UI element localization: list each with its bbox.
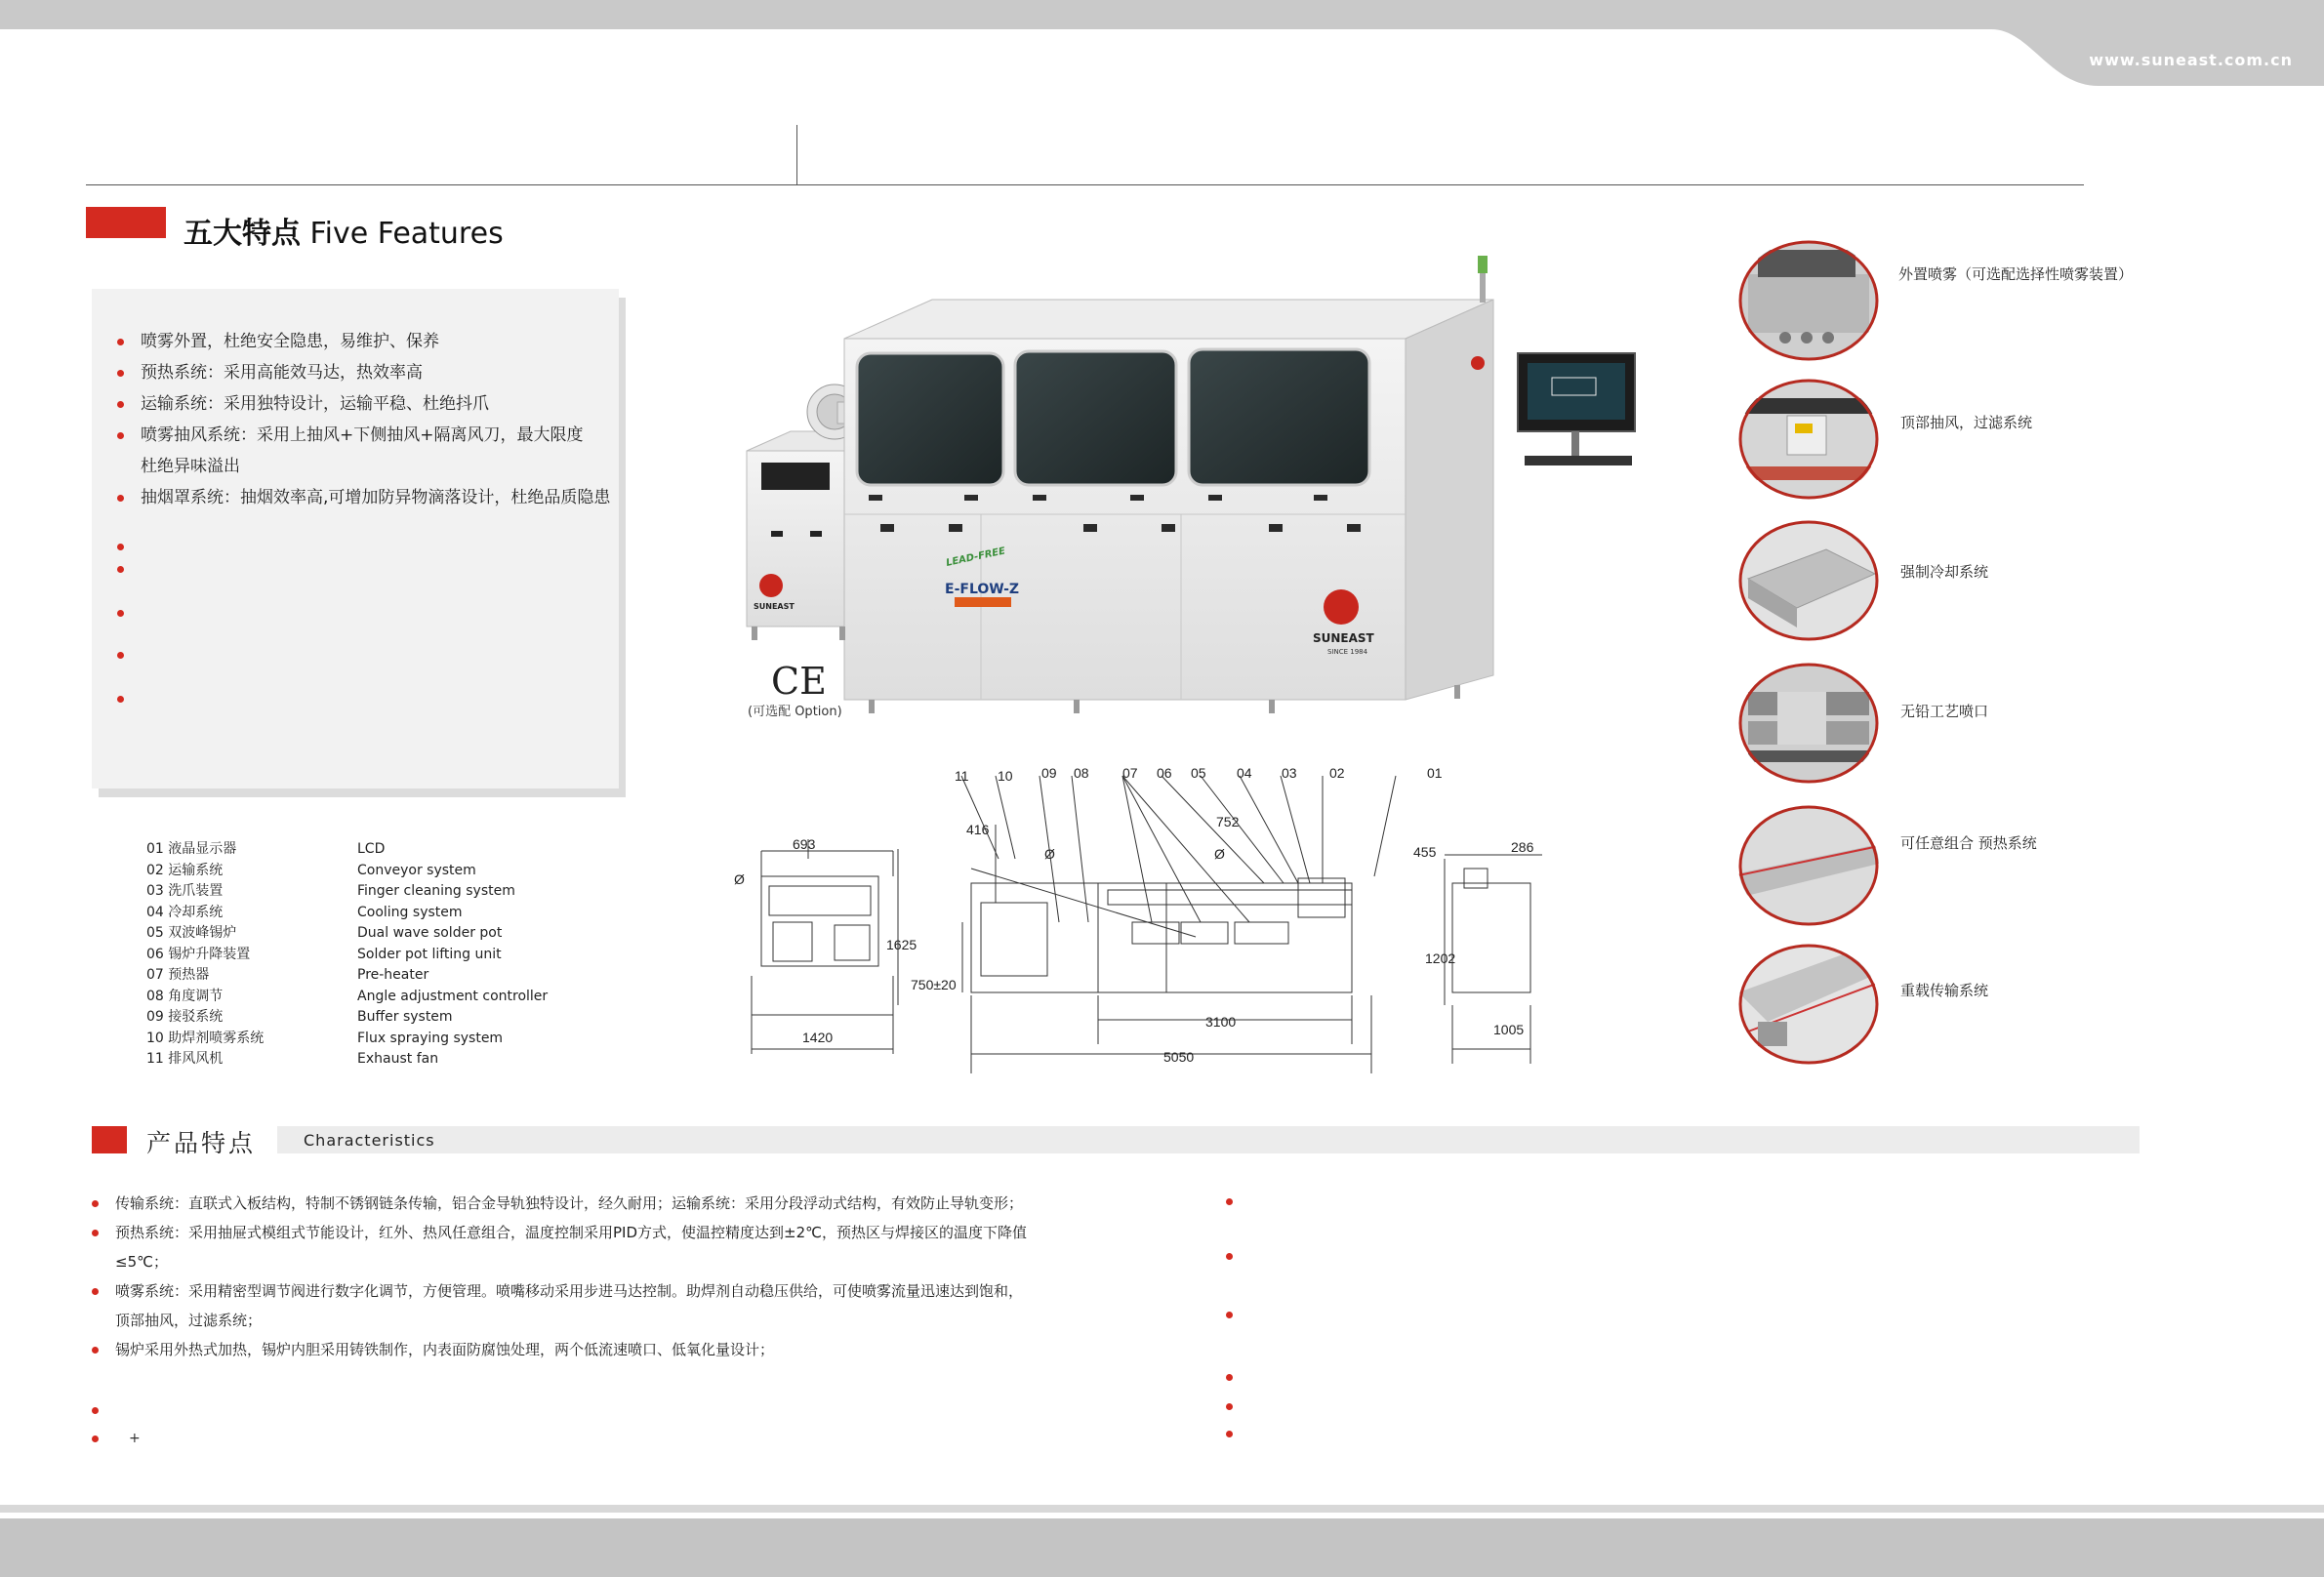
callout-label: 02: [1329, 765, 1345, 781]
legend-en: Finger cleaning system: [357, 883, 515, 899]
characteristics-list: [92, 1189, 1029, 1364]
feature-item: 预热系统：采用高能效马达，热效率高: [117, 357, 625, 388]
characteristic-item: 锡炉采用外热式加热，锡炉内胆采用铸铁制作，内表面防腐蚀处理，两个低流速喷口、低氧化量设计；: [92, 1335, 1029, 1364]
empty-bullet: [117, 652, 124, 659]
legend-row: [146, 1029, 615, 1050]
empty-bullet: [1226, 1198, 1233, 1205]
legend-row: [146, 1007, 615, 1029]
empty-bullet: [117, 544, 124, 550]
empty-bullet: [1226, 1374, 1233, 1381]
diameter-mark: Ø: [1214, 846, 1225, 862]
legend-row: [146, 923, 615, 945]
ce-option-note: (可选配 Option): [748, 705, 842, 719]
dimension-label: 286: [1511, 839, 1534, 855]
section-title-en: Characteristics: [304, 1131, 435, 1150]
dimension-label: 1202: [1425, 950, 1456, 966]
dimension-label: 455: [1413, 844, 1437, 860]
thumbnail-caption: 可任意组合 预热系统: [1900, 834, 2037, 852]
legend-en: Exhaust fan: [357, 1051, 439, 1067]
svg-text:SUNEAST: SUNEAST: [754, 602, 795, 611]
dimension-label: 750±20: [911, 977, 957, 992]
diameter-mark: Ø: [734, 871, 745, 887]
empty-bullet: [1226, 1431, 1233, 1437]
plus-mark: +: [129, 1431, 141, 1446]
callout-label: 10: [998, 768, 1013, 784]
footer-band: [0, 1518, 2324, 1577]
dimension-label: 1625: [886, 937, 917, 952]
section-title-cn: 产品特点: [146, 1129, 257, 1157]
brand-label: SUNEAST: [1313, 631, 1374, 645]
legend-cn: 02 运输系统: [146, 862, 224, 878]
dimension-label: 1420: [802, 1030, 834, 1045]
thumbnail-caption: 重载传输系统: [1900, 982, 1989, 999]
dimension-label: 1005: [1493, 1022, 1525, 1037]
legend-cn: 10 助焊剂喷雾系统: [146, 1030, 265, 1046]
dimension-label: 5050: [1163, 1049, 1195, 1065]
site-url[interactable]: www.suneast.com.cn: [2089, 51, 2293, 69]
legend-row: [146, 881, 615, 903]
section-marker: [86, 207, 166, 238]
diameter-mark: Ø: [1044, 846, 1055, 862]
machine-illustration: [722, 256, 1650, 724]
section-title-cn: 五大特点: [183, 217, 301, 251]
dimension-label: 416: [966, 822, 990, 837]
empty-bullet: [117, 566, 124, 573]
empty-bullet: [117, 696, 124, 703]
top-banner: [0, 0, 2324, 29]
legend-cn: 05 双波峰锡炉: [146, 925, 237, 941]
section-title: [183, 209, 504, 252]
legend-row: [146, 965, 615, 987]
footer-stripe: [0, 1505, 2324, 1513]
legend-cn: 04 冷却系统: [146, 904, 224, 920]
legend-en: Solder pot lifting unit: [357, 946, 502, 962]
callout-label: 09: [1041, 765, 1057, 781]
legend-en: Buffer system: [357, 1009, 453, 1025]
characteristic-item: 传输系统：直联式入板结构，特制不锈钢链条传输，铝合金导轨独特设计，经久耐用；运输系统：采用分段浮动式结构，有效防止导轨变形；: [92, 1189, 1029, 1218]
dimension-label: 752: [1216, 814, 1240, 829]
legend-cn: 11 排风风机: [146, 1051, 224, 1067]
empty-bullet: [1226, 1312, 1233, 1318]
section-marker: [92, 1126, 127, 1153]
dimension-label: 693: [793, 836, 816, 852]
feature-list: [117, 326, 625, 513]
ce-mark: CE: [771, 660, 827, 703]
legend-cn: 03 洗爪装置: [146, 883, 224, 899]
model-badge: E-FLOW-Z: [945, 582, 1020, 597]
legend-en: Conveyor system: [357, 862, 476, 878]
empty-bullet: [92, 1407, 99, 1414]
legend-row: [146, 987, 615, 1008]
legend-cn: 01 液晶显示器: [146, 841, 237, 857]
legend-cn: 08 角度调节: [146, 988, 224, 1004]
legend-cn: 07 预热器: [146, 967, 210, 983]
conveyor-thumbnail: [1738, 944, 1879, 1065]
legend-en: Cooling system: [357, 904, 463, 920]
header-divider: [796, 125, 797, 184]
lead-free-tag: LEAD-FREE: [945, 546, 1007, 569]
thumbnail-caption: 外置喷雾（可选配选择性喷雾装置）: [1898, 265, 2134, 283]
empty-bullet: [1226, 1403, 1233, 1410]
header-rule: [86, 184, 2084, 185]
dimension-label: 3100: [1205, 1014, 1237, 1030]
feature-item: 喷雾外置，杜绝安全隐患，易维护、保养: [117, 326, 625, 357]
dimension-drawings: [722, 761, 1562, 1083]
legend-cn: 09 接驳系统: [146, 1009, 224, 1025]
legend-row: [146, 903, 615, 924]
empty-bullet: [117, 610, 124, 617]
callout-label: 07: [1122, 765, 1138, 781]
legend-en: LCD: [357, 841, 386, 857]
callout-label: 01: [1427, 765, 1443, 781]
empty-bullet: [1226, 1253, 1233, 1260]
top-exhaust-thumbnail: [1738, 379, 1879, 500]
feature-item: 运输系统：采用独特设计，运输平稳、杜绝抖爪: [117, 388, 625, 420]
section-band: [277, 1126, 2140, 1153]
characteristic-item: 预热系统：采用抽屉式模组式节能设计，红外、热风任意组合，温度控制采用PID方式，使温控精度达到±2℃，预热区与焊接区的温度下降值≤5℃；: [92, 1218, 1029, 1276]
legend-row: [146, 1049, 615, 1071]
legend-en: Pre-heater: [357, 967, 429, 983]
legend-en: Angle adjustment controller: [357, 988, 549, 1004]
legend-cn: 06 锡炉升降装置: [146, 946, 251, 962]
callout-label: 05: [1191, 765, 1206, 781]
spray-module-thumbnail: [1738, 240, 1879, 361]
section-title-en: Five Features: [309, 217, 504, 251]
legend-row: [146, 945, 615, 966]
preheat-thumbnail: [1738, 805, 1879, 926]
thumbnail-caption: 顶部抽风，过滤系统: [1900, 414, 2033, 431]
parts-legend: [146, 839, 615, 1071]
characteristic-item: 喷雾系统：采用精密型调节阀进行数字化调节，方便管理。喷嘴移动采用步进马达控制。助焊剂自动稳压供给，可使喷雾流量迅速达到饱和，顶部抽风，过滤系统；: [92, 1276, 1029, 1335]
callout-label: 11: [955, 768, 969, 784]
empty-bullet: [92, 1435, 99, 1442]
lead-free-nozzle-thumbnail: [1738, 663, 1879, 784]
cooling-thumbnail: [1738, 520, 1879, 641]
legend-row: [146, 861, 615, 882]
feature-item: 抽烟罩系统：抽烟效率高,可增加防异物滴落设计，杜绝品质隐患: [117, 482, 625, 513]
thumbnail-caption: 强制冷却系统: [1900, 563, 1989, 581]
feature-item: 喷雾抽风系统：采用上抽风+下侧抽风+隔离风刀，最大限度杜绝异味溢出: [117, 420, 586, 482]
callout-label: 08: [1074, 765, 1089, 781]
brand-since: SINCE 1984: [1327, 648, 1368, 656]
thumbnail-caption: 无铅工艺喷口: [1900, 703, 1989, 720]
legend-row: [146, 839, 615, 861]
callout-label: 03: [1282, 765, 1297, 781]
callout-label: 04: [1237, 765, 1252, 781]
legend-en: Dual wave solder pot: [357, 925, 503, 941]
legend-en: Flux spraying system: [357, 1030, 504, 1046]
callout-label: 06: [1157, 765, 1172, 781]
